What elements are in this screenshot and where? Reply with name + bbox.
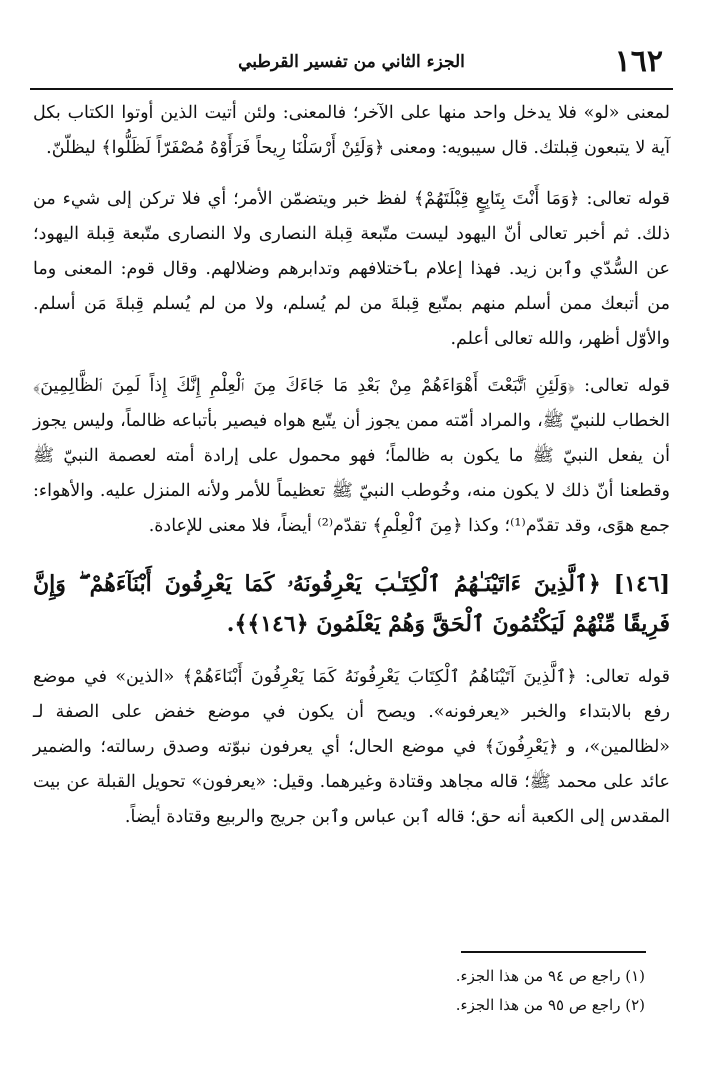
running-title: الجزء الثاني من تفسير القرطبي	[238, 52, 465, 72]
header-divider	[30, 88, 673, 90]
paragraph-3: قوله تعالى: ﴿وَلَئِنِ ٱتَّبَعْتَ أَهْوَاءَهُمْ مِنْ بَعْدِ مَا جَاءَكَ مِنَ ٱلْعِلْمِ إِنَّكَ إِذاً لَمِنَ ٱلظَّالِمِينَ﴾ الخطاب للنبيّ ﷺ، والمراد أمّته ممن يجوز أن يتّبع هواه فيصير بأتباعه ظالماً، وليس يجوز أن يفعل النبيّ ﷺ ما يكون به ظالماً؛ فهو محمول على إرادة أمته لعصمة النبيّ ﷺ وقطعنا أنّ ذلك لا يكون منه، وخُوطب النبيّ ﷺ تعظيماً للأمر ولأنه المنزل عليه. والأهواء: جمع هوًى، وقد تقدّم⁽¹⁾؛ وكذا ﴿مِنَ ٱلْعِلْمِ﴾ تقدّم⁽²⁾ أيضاً، فلا معنى للإعادة.	[33, 376, 670, 536]
page-number: ١٦٢	[614, 44, 663, 79]
footnotes	[456, 962, 645, 1020]
footnote-1: (١) راجع ص ٩٤ من هذا الجزء.	[455, 967, 645, 985]
paragraph-1: لمعنى «لو» فلا يدخل واحد منها على الآخر؛ فالمعنى: ولئن أتيت الذين أوتوا الكتاب بكل آية لا يتبعون قِبلتك. قال سيبويه: ومعنى ﴿وَلَئِنْ أَرْسَلْنَا رِيحاً فَرَأَوْهُ مُصْفَرّاً لَظَلُّوا﴾ ليظلّنّ.	[33, 103, 670, 158]
quran-verse-146: [١٤٦] ﴿ٱلَّذِينَ ءَاتَيْنَـٰهُمُ ٱلْكِتَـٰبَ يَعْرِفُونَهُۥ كَمَا يَعْرِفُونَ أَبْنَآءَهُمْ ۖ وَإِنَّ فَرِيقًا مِّنْهُمْ لَيَكْتُمُونَ ٱلْحَقَّ وَهُمْ يَعْلَمُونَ ﴿١٤٦﴾﴾.	[33, 571, 670, 637]
body-text	[33, 96, 670, 835]
footnote-2: (٢) راجع ص ٩٥ من هذا الجزء.	[455, 996, 645, 1014]
page-header	[36, 44, 667, 84]
footnote-divider	[461, 951, 646, 953]
paragraph-2: قوله تعالى: ﴿وَمَا أَنْتَ بِتَابِعٍ قِبْلَتَهُمْ﴾ لفظ خبر ويتضمّن الأمر؛ أي فلا تركن إلى شيء من ذلك. ثم أخبر تعالى أنّ اليهود ليست متّبعة قِبلة النصارى ولا النصارى متّبعة قِبلة اليهود؛ عن السُّدّي وٱبن زيد. فهذا إعلام بٱختلافهم وتدابرهم وضلالهم. وقال قوم: المعنى وما من أتبعك ممن أسلم منهم بمتّبع قِبلةَ من لم يُسلم، ولا من لم يُسلم قِبلةَ مَن أسلم. والأوّل أظهر، والله تعالى أعلم.	[33, 189, 670, 349]
paragraph-4: قوله تعالى: ﴿ٱلَّذِينَ آتَيْنَاهُمُ ٱلْكِتَابَ يَعْرِفُونَهُ كَمَا يَعْرِفُونَ أَبْنَاءَهُمْ﴾ «الذين» في موضع رفع بالابتداء والخبر «يعرفونه». ويصح أن يكون في موضع خفض على الصفة لـ «لظالمين»، و ﴿يَعْرِفُونَ﴾ في موضع الحال؛ أي يعرفون نبوّته وصدق رسالته؛ والضمير عائد على محمد ﷺ؛ قاله مجاهد وقتادة وغيرهما. وقيل: «يعرفون» تحويل القبلة عن بيت المقدس إلى الكعبة أنه حق؛ قاله ٱبن عباس وٱبن جريج والربيع وقتادة أيضاً.	[33, 667, 670, 827]
